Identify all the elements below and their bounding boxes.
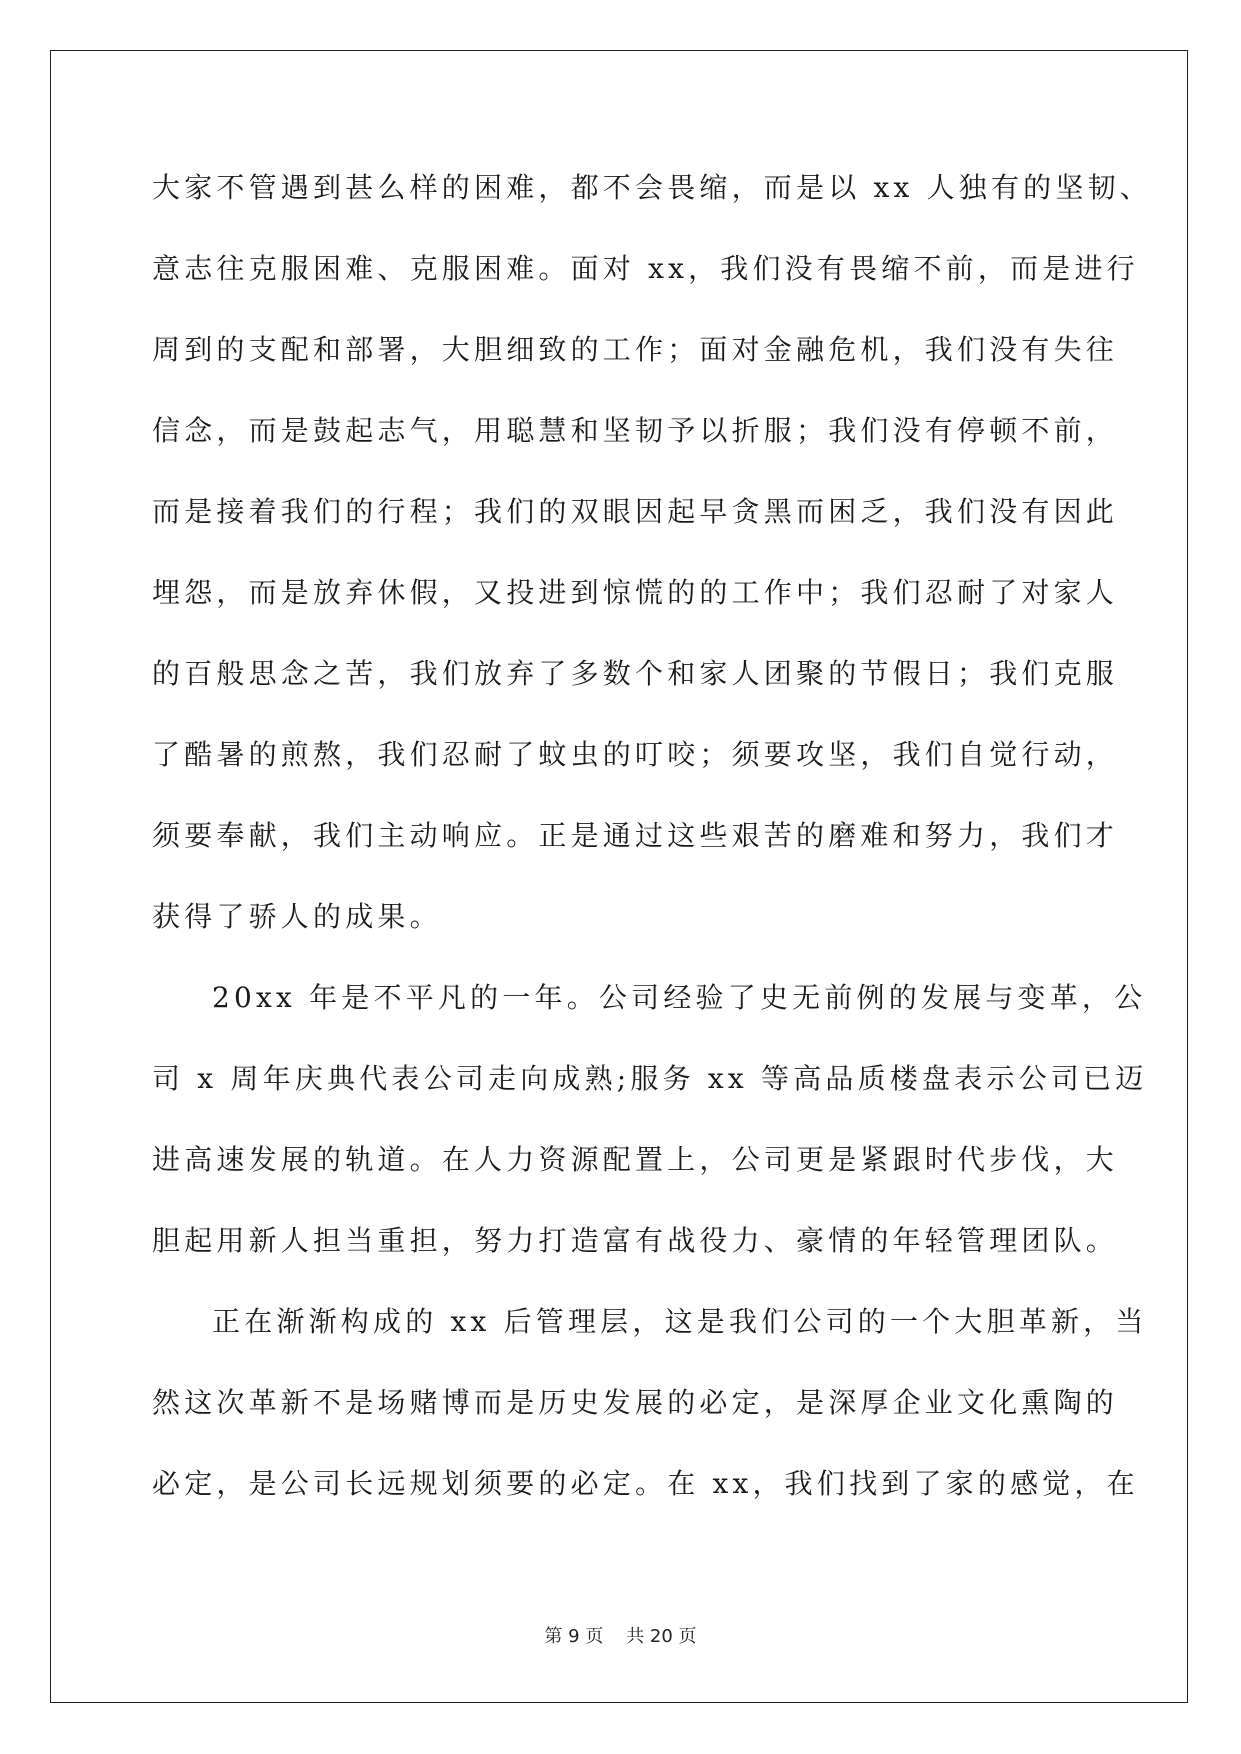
text-line: 周到的支配和部署，大胆细致的工作；面对金融危机，我们没有失往 bbox=[152, 333, 1119, 366]
text-line: 信念，而是鼓起志气，用聪慧和坚韧予以折服；我们没有停顿不前， bbox=[152, 414, 1119, 447]
text-line: 胆起用新人担当重担，努力打造富有战役力、豪情的年轻管理团队。 bbox=[152, 1224, 1119, 1257]
paragraph-start-line: 20xx 年是不平凡的一年。公司经验了史无前例的发展与变革，公 bbox=[212, 981, 1147, 1014]
text-line: 须要奉献，我们主动响应。正是通过这些艰苦的磨难和努力，我们才 bbox=[152, 819, 1119, 852]
text-line: 获得了骄人的成果。 bbox=[152, 900, 442, 933]
text-line: 然这次革新不是场赌博而是历史发展的必定，是深厚企业文化熏陶的 bbox=[152, 1386, 1119, 1419]
page-number-footer: 第 9 页 共 20 页 bbox=[544, 1626, 697, 1647]
text-line: 进高速发展的轨道。在人力资源配置上，公司更是紧跟时代步伐，大 bbox=[152, 1143, 1119, 1176]
text-line: 必定，是公司长远规划须要的必定。在 xx，我们找到了家的感觉，在 bbox=[152, 1467, 1139, 1500]
text-line: 司 x 周年庆典代表公司走向成熟;服务 xx 等高品质楼盘表示公司已迈 bbox=[152, 1062, 1148, 1095]
text-line: 的百般思念之苦，我们放弃了多数个和家人团聚的节假日；我们克服 bbox=[152, 657, 1119, 690]
text-line: 大家不管遇到甚么样的困难，都不会畏缩，而是以 xx 人独有的坚韧、 bbox=[152, 171, 1152, 204]
text-line: 意志往克服困难、克服困难。面对 xx，我们没有畏缩不前，而是进行 bbox=[152, 252, 1139, 285]
document-body bbox=[152, 168, 1152, 1545]
text-line: 而是接着我们的行程；我们的双眼因起早贪黑而困乏，我们没有因此 bbox=[152, 495, 1119, 528]
text-line: 埋怨，而是放弃休假，又投进到惊慌的的工作中；我们忍耐了对家人 bbox=[152, 576, 1119, 609]
paragraph-start-line: 正在渐渐构成的 xx 后管理层，这是我们公司的一个大胆革新，当 bbox=[212, 1305, 1148, 1338]
text-line: 了酷暑的煎熬，我们忍耐了蚊虫的叮咬；须要攻坚，我们自觉行动， bbox=[152, 738, 1119, 771]
